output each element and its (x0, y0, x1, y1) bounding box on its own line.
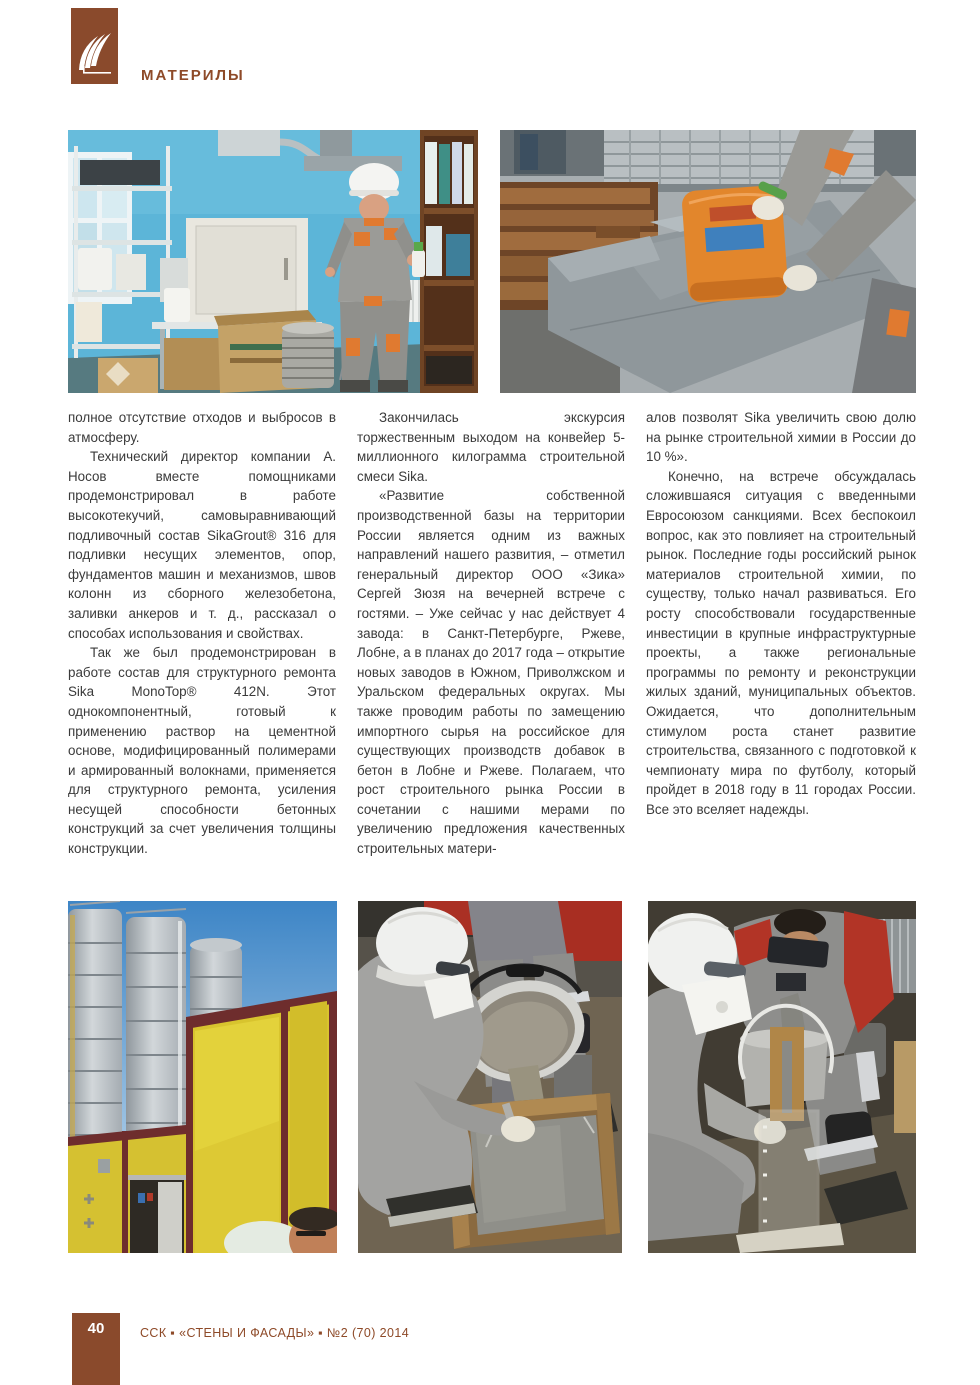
logo-swoosh-icon (71, 8, 118, 84)
bookshelf (420, 130, 478, 393)
photo-mortar-pouring (358, 901, 622, 1253)
page-number: 40 (87, 1320, 105, 1337)
article-column-2 (357, 408, 625, 892)
page-number-box (72, 1313, 120, 1385)
yellow-building-left (68, 1125, 186, 1253)
paragraph: полное отсутствие отходов и выбросов в атмосферу. (68, 410, 336, 445)
publisher-logo (71, 8, 118, 84)
sieve-stack (282, 322, 334, 388)
article-column-1 (68, 408, 336, 892)
photo-conveyor-bag (500, 130, 916, 393)
paragraph: Технический директор компании А. Носов вместе помощниками продемонстрировал в работе высокотекучий, самовыравнивающий подливочный состав SikaGrout® 316 для подливки несущих элементов, опор, фундаментов машин и механизмов, швов колонн из сборного железобетона, заливки анкеров и т. д., рассказал о способах использования и свойствах. (68, 449, 336, 641)
journal-footer-line: ССК ▪ «СТЕНЫ И ФАСАДЫ» ▪ №2 (70) 2014 (140, 1326, 410, 1340)
photo-form-assembly (648, 901, 916, 1253)
paragraph: Так же был продемонстрирован в работе состав для структурного ремонта Sika MonoTop® 412N. Этот однокомпонентный, готовый к применению раствор на цементной основе, модифицированный полимерами и армированный волокнами, применяется для структурного ремонта, усиления несущей способности бетонных конструкций за счет увеличения толщины конструкции. (68, 645, 336, 857)
article-column-3 (646, 408, 916, 892)
photo-lab-demonstration (68, 130, 478, 393)
section-label: МАТЕРИЛЫ (141, 67, 245, 84)
photo-plant-silos (68, 901, 337, 1253)
paragraph: алов позволят Sika увеличить свою долю на рынке строительной химии в России до 10 %». (646, 410, 916, 465)
paragraph: Конечно, на встрече обсуждалась сложившаяся ситуация с введенными Евросоюзом санкциями. Всех беспокоил вопрос, как это повлияет на строительный рынок. Последние годы российский рынок материалов строительной химии, по существу, только начал развиваться. Его росту способствовали государственные инвестиции в крупные инфраструктурные проекты, а также региональные программы по ремонту и реконструкции жилых зданий, муниципальных объектов. Ожидается, что дополнительным стимулом роста станет развитие строительства, связанного с подготовкой к чемпионату мира по футболу, который пройдет в 2018 году в 11 городах России. Все это вселяет надежды. (646, 468, 916, 817)
paragraph: Закончилась экскурсия торжественным выходом на конвейер 5-миллионного килограмма строительной смеси Sika. (357, 410, 625, 484)
paragraph: «Развитие собственной производственной базы на территории России является одним из важных направлений нашего развития, – отметил генеральный директор ООО «Зика» Сергей Зюзя на вечерней встрече с гостями. – Уже сейчас у нас действует 4 завода: в Санкт-Петербурге, Ржеве, Лобне, а в планах до 2017 года – открытие новых заводов в Южном, Приволжском и Уральском федеральных округах. Мы также проводим работы по замещению импортного сырья на российское для существующих производств добавок в бетон в Лобне и Ржеве. Полагаем, что рост строительного рынка России в сочетании с нашими мерами по увеличению предложения качественных строительных матери- (357, 488, 625, 857)
